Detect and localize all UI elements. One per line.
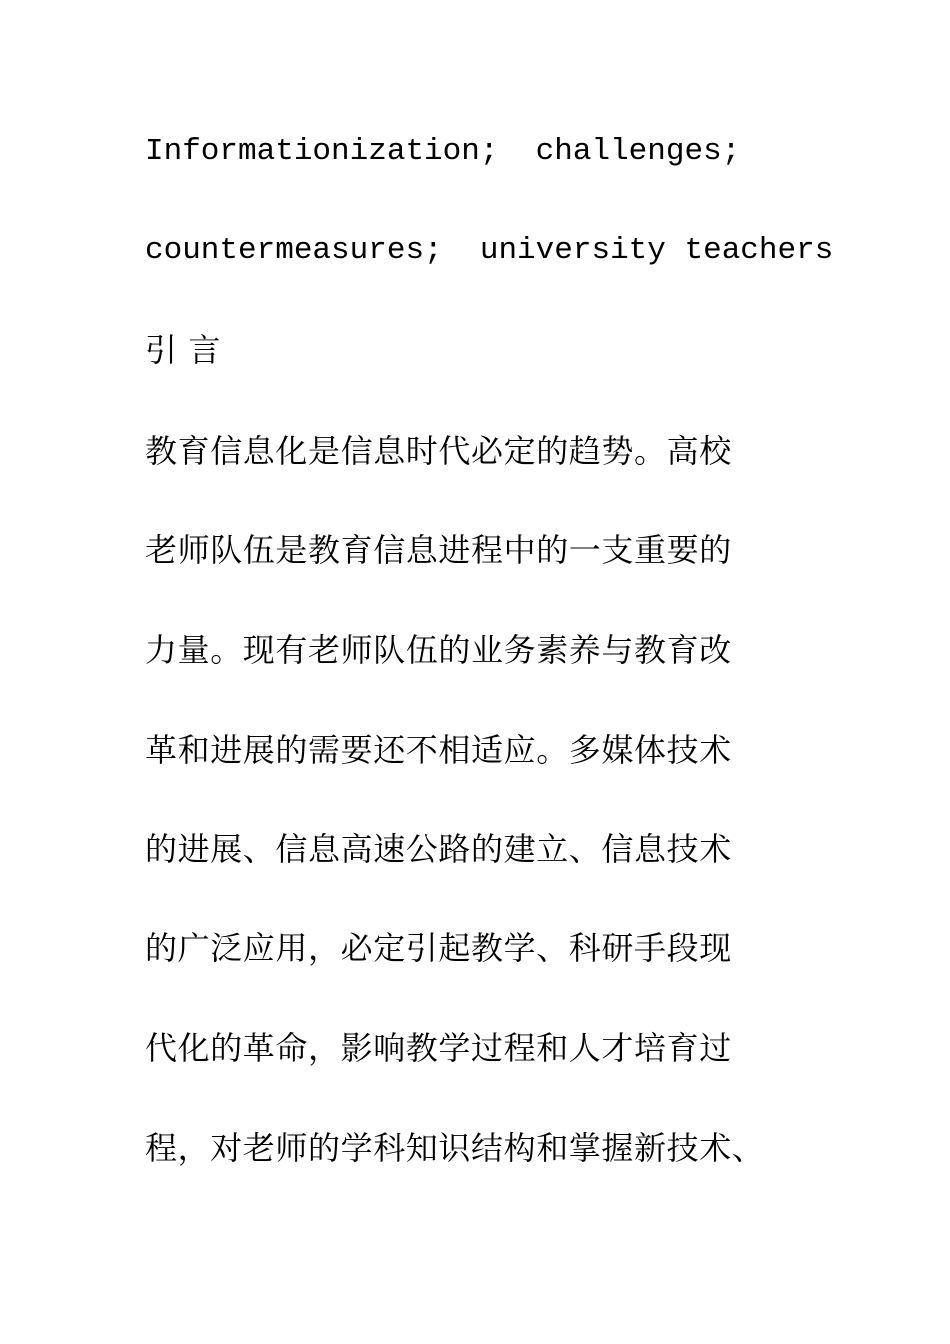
- body-line-8: 程，对老师的学科知识结构和掌握新技术、: [145, 1129, 765, 1167]
- section-heading: 引 言: [145, 331, 221, 369]
- keywords-line-2: countermeasures; university teachers: [145, 233, 834, 268]
- body-line-1: 教育信息化是信息时代必定的趋势。高校: [145, 432, 732, 470]
- body-line-2: 老师队伍是教育信息进程中的一支重要的: [145, 531, 732, 569]
- body-line-4: 革和进展的需要还不相适应。多媒体技术: [145, 731, 732, 769]
- body-line-6: 的广泛应用，必定引起教学、科研手段现: [145, 929, 732, 967]
- body-line-7: 代化的革命，影响教学过程和人才培育过: [145, 1029, 732, 1067]
- body-line-5: 的进展、信息高速公路的建立、信息技术: [145, 830, 732, 868]
- keywords-line-1: Informationization; challenges;: [145, 134, 741, 169]
- body-line-3: 力量。现有老师队伍的业务素养与教育改: [145, 631, 732, 669]
